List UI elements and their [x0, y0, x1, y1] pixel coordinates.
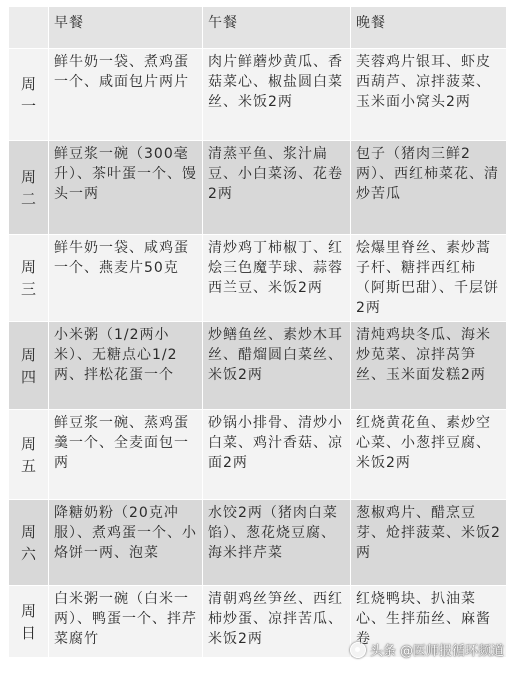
dinner-cell: 芙蓉鸡片银耳、虾皮西葫芦、凉拌菠菜、玉米面小窝头2两: [351, 49, 507, 141]
header-breakfast: 早餐: [49, 7, 203, 49]
watermark-text: 头条 @医师报循环频道: [369, 644, 504, 659]
day-label: 三: [20, 280, 36, 298]
day-cell: [9, 500, 49, 586]
table-row: [9, 235, 507, 322]
camera-icon: [350, 642, 366, 658]
header-dinner: 晚餐: [351, 7, 507, 49]
day-label: 六: [20, 544, 36, 563]
breakfast-cell: 鲜豆浆一碗、蒸鸡蛋羹一个、全麦面包一两: [49, 410, 203, 500]
day-label: 一: [20, 96, 36, 115]
dinner-cell: 红烧鸭块、扒油菜心、生拌茄丝、麻酱卷: [351, 586, 507, 658]
day-cell: [9, 586, 49, 658]
day-label: 五: [20, 456, 36, 475]
table-header: [9, 7, 507, 49]
lunch-cell: 清蒸平鱼、浆汁扁豆、小白菜汤、花卷2两: [203, 141, 351, 235]
day-label: 周: [20, 345, 36, 364]
dinner-cell: 红烧黄花鱼、素炒空心菜、小葱拌豆腐、米饭2两: [351, 410, 507, 500]
day-label: 周: [20, 167, 36, 186]
breakfast-cell: 鲜牛奶一袋、煮鸡蛋一个、咸面包片两片: [49, 49, 203, 141]
day-cell: [9, 322, 49, 410]
lunch-cell: 肉片鲜蘑炒黄瓜、香菇菜心、椒盐圆白菜丝、米饭2两: [203, 49, 351, 141]
meal-plan-table: [8, 6, 507, 658]
watermark: [350, 640, 504, 659]
breakfast-cell: 鲜牛奶一袋、咸鸡蛋一个、燕麦片50克: [49, 235, 203, 322]
day-cell: [9, 235, 49, 322]
day-label: 周: [20, 601, 36, 620]
dinner-cell: 葱椒鸡片、醋烹豆芽、炝拌菠菜、米饭2两: [351, 500, 507, 586]
day-label: 周: [20, 74, 36, 93]
table-row: [9, 141, 507, 235]
lunch-cell: 清炒鸡丁柿椒丁、红烩三色魔芋球、蒜蓉西兰豆、米饭2两: [203, 235, 351, 322]
day-label: 二: [20, 189, 36, 208]
table-row: [9, 49, 507, 141]
day-cell: [9, 49, 49, 141]
day-label: 四: [20, 367, 36, 386]
day-cell: [9, 410, 49, 500]
header-corner: [9, 7, 49, 49]
table-row: [9, 410, 507, 500]
day-label: 周: [20, 258, 36, 276]
dinner-cell: 清炖鸡块冬瓜、海米炒苋菜、凉拌莴笋丝、玉米面发糕2两: [351, 322, 507, 410]
lunch-cell: 砂锅小排骨、清炒小白菜、鸡汁香菇、凉面2两: [203, 410, 351, 500]
day-label: 日: [20, 623, 36, 642]
breakfast-cell: 白米粥一碗（白米一两）、鸭蛋一个、拌芹菜腐竹: [49, 586, 203, 658]
breakfast-cell: 鲜豆浆一碗（300毫升）、茶叶蛋一个、馒头一两: [49, 141, 203, 235]
day-cell: [9, 141, 49, 235]
day-label: 周: [20, 434, 36, 453]
table-row: [9, 500, 507, 586]
breakfast-cell: 降糖奶粉（20克冲服）、煮鸡蛋一个、小烙饼一两、泡菜: [49, 500, 203, 586]
breakfast-cell: 小米粥（1/2两小米）、无糖点心1/2两、拌松花蛋一个: [49, 322, 203, 410]
table-row: [9, 322, 507, 410]
dinner-cell: 烩爆里脊丝、素炒蒿子杆、糖拌西红柿（阿斯巴甜）、千层饼2两: [351, 235, 507, 322]
lunch-cell: 清朝鸡丝笋丝、西红柿炒蛋、凉拌苦瓜、米饭2两: [203, 586, 351, 658]
dinner-cell: 包子（猪肉三鲜2两）、西红柿菜花、清炒苦瓜: [351, 141, 507, 235]
lunch-cell: 水饺2两（猪肉白菜馅）、葱花烧豆腐、海米拌芹菜: [203, 500, 351, 586]
header-lunch: 午餐: [203, 7, 351, 49]
lunch-cell: 炒鳝鱼丝、素炒木耳丝、醋熘圆白菜丝、米饭2两: [203, 322, 351, 410]
day-label: 周: [20, 522, 36, 541]
